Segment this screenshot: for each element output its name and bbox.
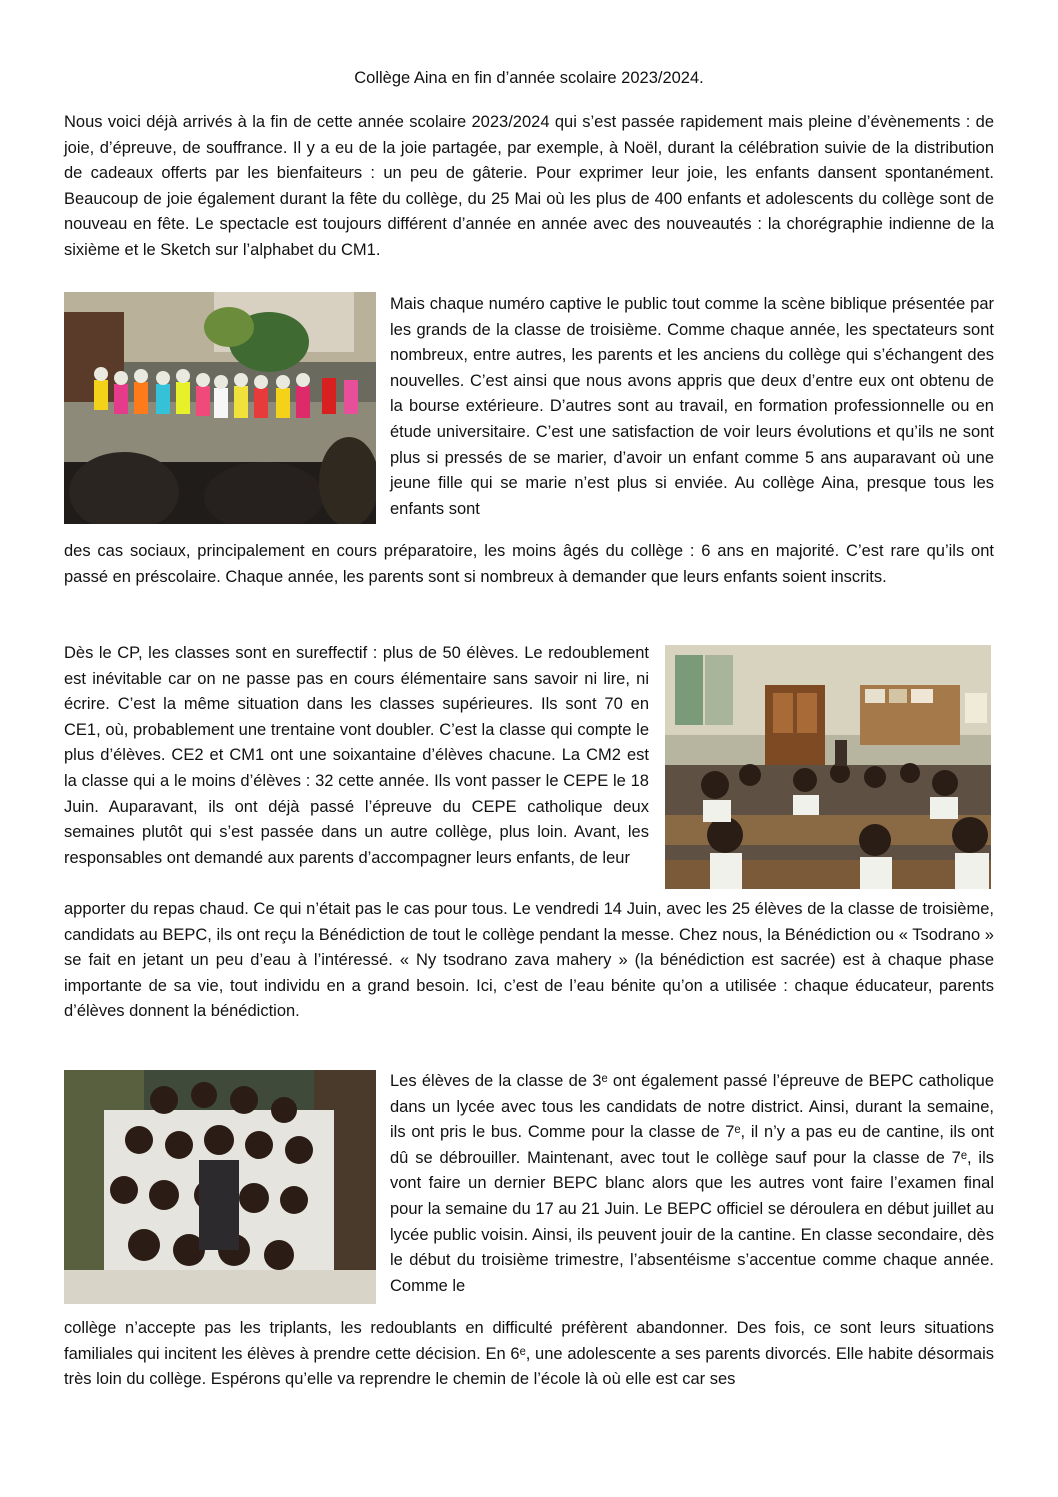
paragraph-spectators-continued: des cas sociaux, principalement en cours préparatoire, les moins âgés du collège : 6 ans en majorité. C’est rare qu’ils ont passé en préscolaire. Chaque année, les parents sont si nombreux à demander que leurs enfants soient inscrits. xyxy=(64,542,994,586)
paragraph-bepc-continued: collège n’accepte pas les triplants, les redoublants en difficulté préfèrent abandonner. Des fois, ce sont leurs situations familiales qui incitent les élèves à prendre cette décision. En 6ᵉ, une adolescente a ses parents divorcés. Elle habite désormais très loin du collège. Espérons qu’elle va reprendre le chemin de l’école là où elle est car ses xyxy=(64,1319,994,1389)
paragraph-bepc: Les élèves de la classe de 3ᵉ ont également passé l’épreuve de BEPC catholique dans un lycée avec tous les candidats de notre district. Ainsi, durant la semaine, ils ont pris le bus. Comme pour la classe de 7ᵉ, il n’y a pas eu de cantine, ils ont dû se débrouiller. Maintenant, avec tout le collège sauf pour la classe de 7ᵉ, ils vont faire un dernier BEPC blanc alors que les autres vont faire l’examen final pour la semaine du 17 au 21 Juin. Le BEPC officiel se déroulera en début juillet au lycée public voisin. Ainsi, ils peuvent jouir de la cantine. En classe secondaire, dès le début du troisième trimestre, l’absentéisme s’accentue comme chaque année. Comme le xyxy=(390,1072,994,1295)
paragraph-classes: Dès le CP, les classes sont en sureffectif : plus de 50 élèves. Le redoublement est inévitable car on ne passe pas en cours élémentaire sans savoir ni lire, ni écrire. C’est la même situation dans les classes supérieures. Ils sont 70 en CE1, où, probablement une trentaine vont doubler. C’est la classe qui compte le plus d’élèves. CE2 et CM1 ont une soixantaine d’élèves chacune. La CM2 est la classe qui a le moins d’élèves : 32 cette année. Ils vont passer le CEPE le 18 Juin. Auparavant, ils ont déjà passé l’épreuve du CEPE catholique deux semaines plutôt qui s’est passée dans un autre collège, plus loin. Avant, les responsables ont demandé aux parents d’accompagner leurs enfants, de leur xyxy=(64,644,649,867)
paragraph-intro: Nous voici déjà arrivés à la fin de cette année scolaire 2023/2024 qui s’est passée rapidement mais pleine d’évènements : de joie, d’épreuve, de souffrance. Il y a eu de la joie partagée, par exemple, à Noël, durant la célébration suivie de la distribution de cadeaux offerts par les bienfaiteurs : un peu de gâterie. Pour exprimer leur joie, les enfants dansent spontanément. Beaucoup de joie également durant la fête du collège, du 25 Mai où les plus de 400 enfants et adolescents du collège sont de nouveau en fête. Le spectacle est toujours différent d’année en année avec des nouveautés : la chorégraphie indienne de la sixième et le Sketch sur l’alphabet du CM1. xyxy=(64,113,994,259)
photo-group-pupils xyxy=(64,1070,376,1304)
document-title: Collège Aina en fin d’année scolaire 2023/2024. xyxy=(354,69,704,87)
paragraph-classes-continued: apporter du repas chaud. Ce qui n’était pas le cas pour tous. Le vendredi 14 Juin, avec les 25 élèves de la classe de troisième, candidats au BEPC, ils ont reçu la Bénédiction de tout le collège pendant la messe. Chez nous, la Bénédiction ou « Tsodrano » se fait en jetant un peu d’eau à l’intéressé. « Ny tsodrano zava mahery » (la bénédiction est sacrée) est à chaque phase importante de sa vie, tout individu en a grand besoin. Ici, c’est de l’eau bénite qu’on a utilisée : chaque éducateur, parents d’élèves donnent la bénédiction. xyxy=(64,900,994,1021)
photo-dance-performance xyxy=(64,292,376,524)
paragraph-spectators: Mais chaque numéro captive le public tout comme la scène biblique présentée par les grands de la classe de troisième. Comme chaque année, les spectateurs sont nombreux, entre autres, les parents et les anciens du collège qui s’échangent des nouvelles. C’est ainsi que nous avons appris que deux d’entre eux ont obtenu de la bourse extérieure. D’autres sont au travail, en formation professionnelle ou en étude universitaire. C’est une satisfaction de voir leurs évolutions et qu’ils ne sont plus si pressés de se marier, d’avoir un enfant comme 5 ans auparavant où une jeune fille qui se marie n’est plus si enviée. Au collège Aina, presque tous les enfants sont xyxy=(390,295,994,518)
photo-classroom xyxy=(665,645,991,889)
